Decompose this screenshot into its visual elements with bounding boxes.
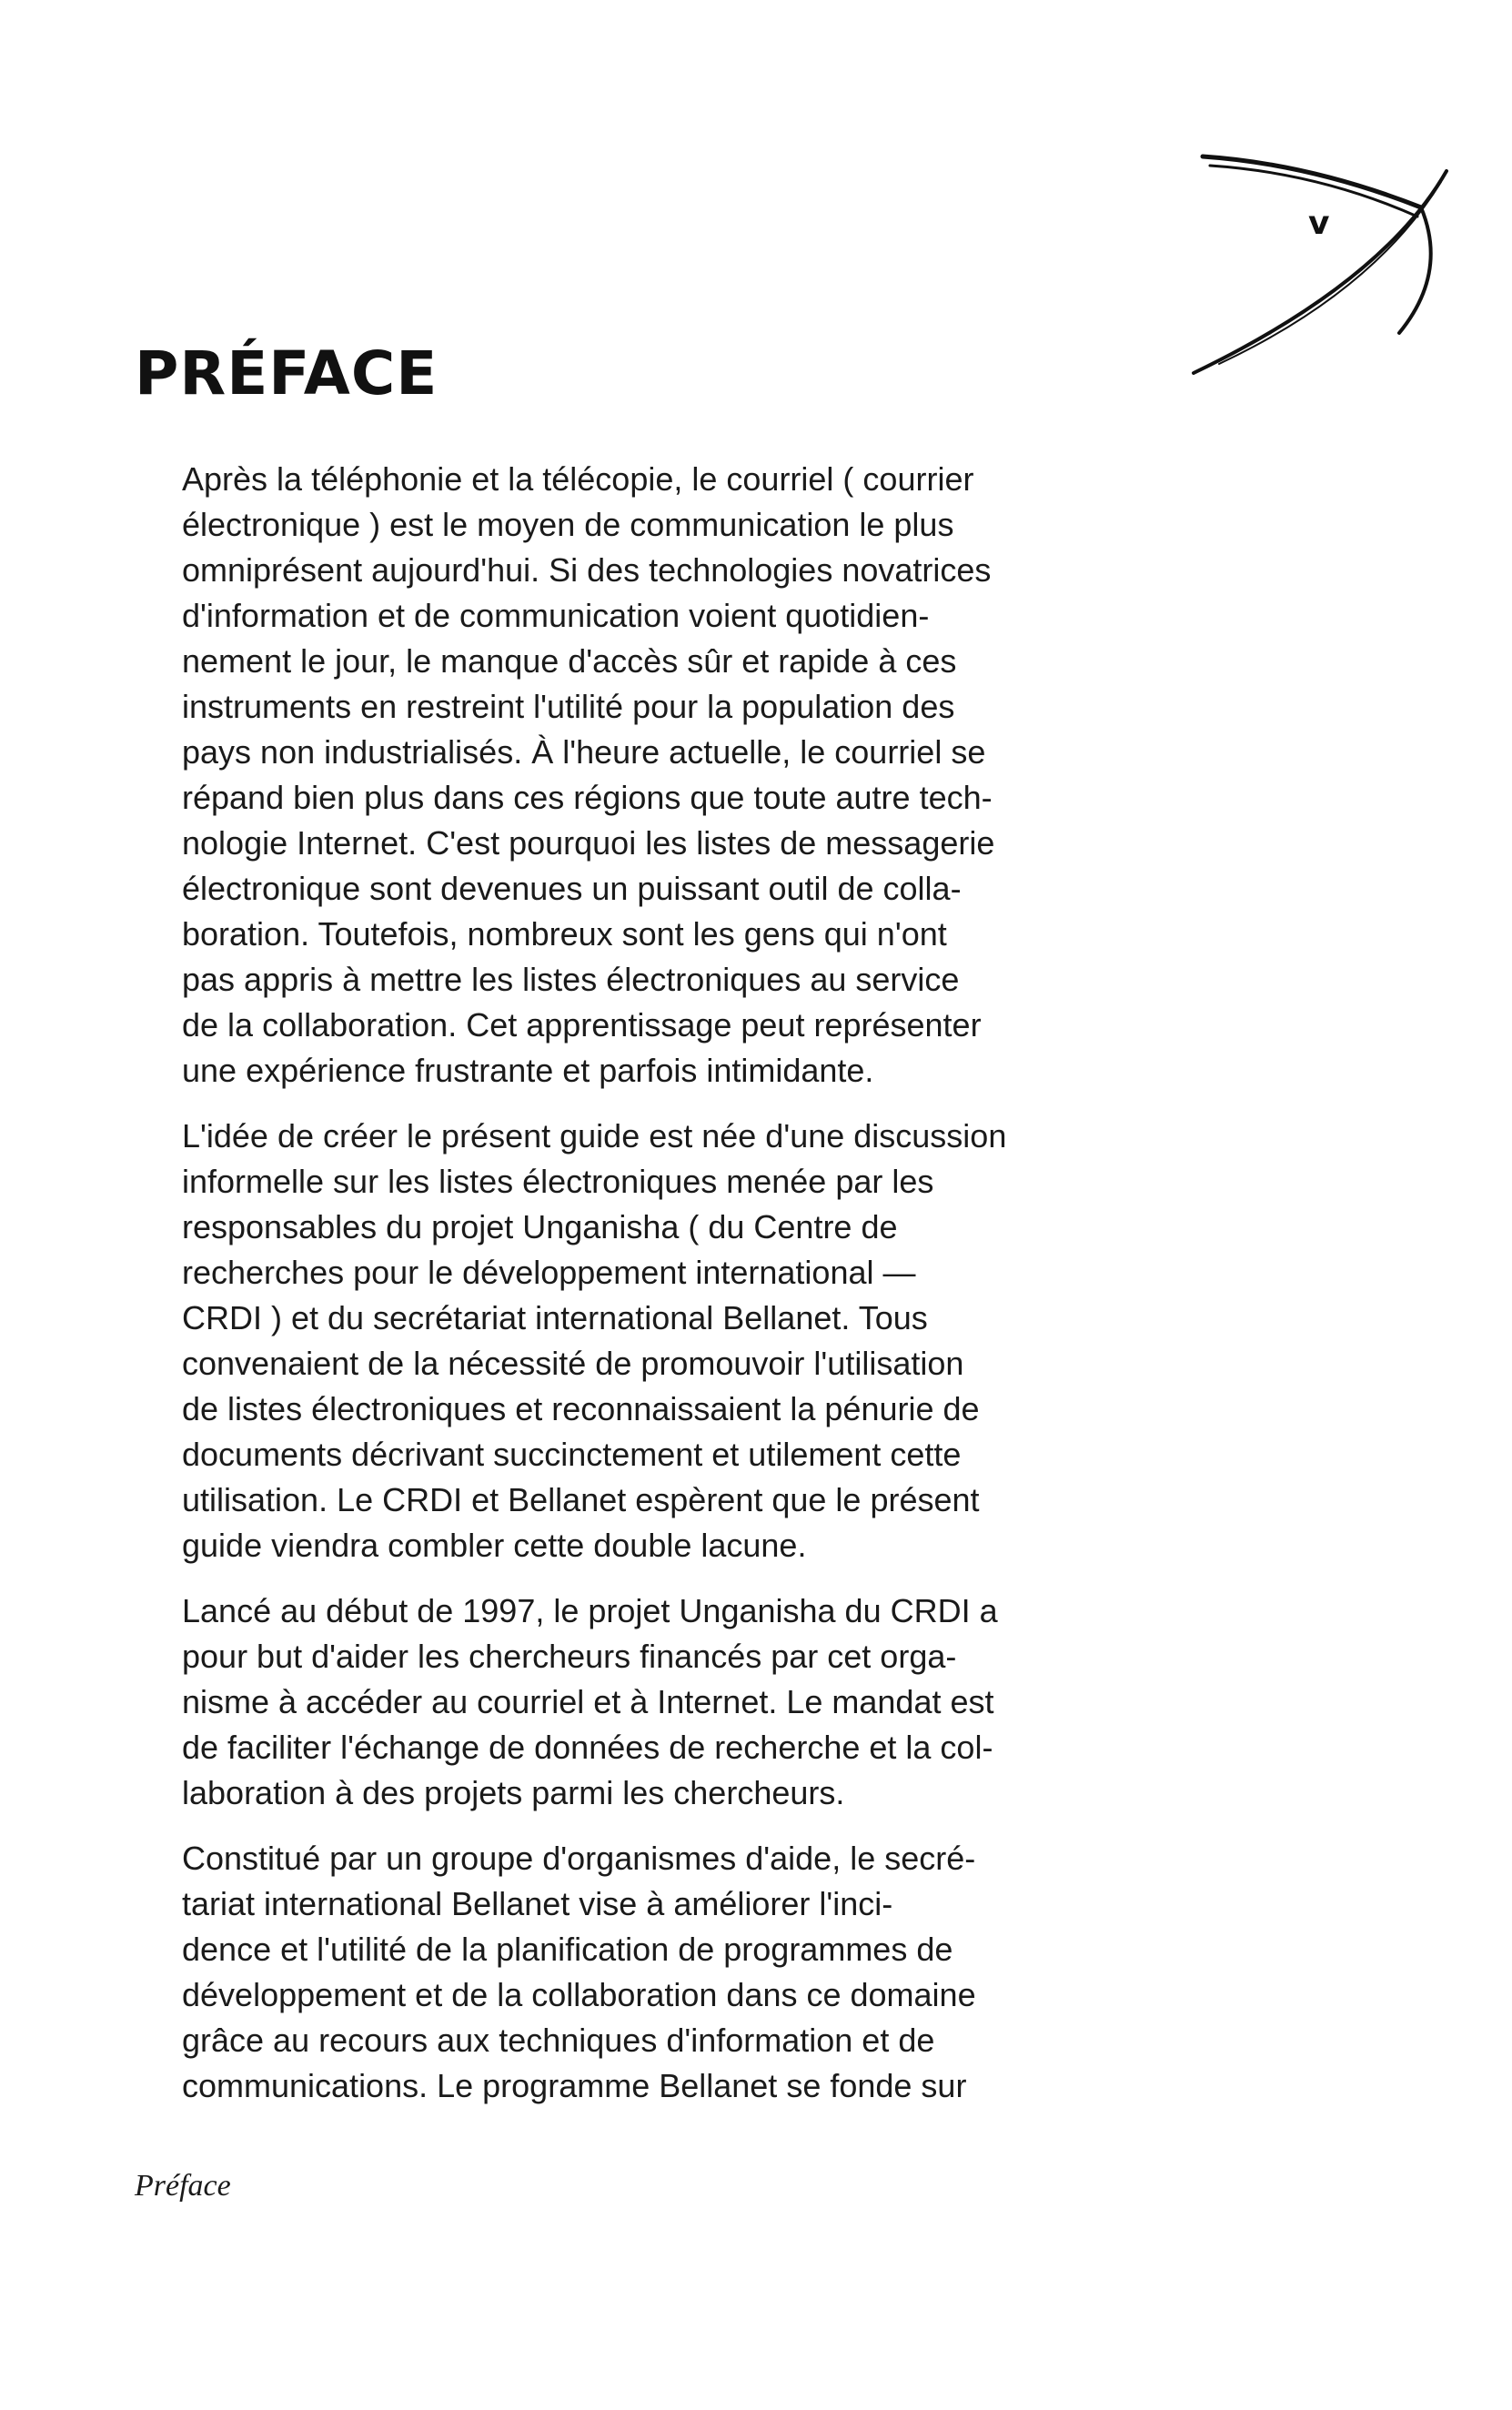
running-footer: Préface bbox=[135, 2169, 231, 2203]
text-line: électronique sont devenues un puissant outil de colla- bbox=[182, 870, 962, 907]
text-line: pour but d'aider les chercheurs financés par cet orga- bbox=[182, 1638, 957, 1675]
text-line: instruments en restreint l'utilité pour la population des bbox=[182, 688, 955, 725]
text-line: de listes électroniques et reconnaissaient la pénurie de bbox=[182, 1390, 980, 1427]
text-line: boration. Toutefois, nombreux sont les gens qui n'ont bbox=[182, 915, 947, 953]
text-line: développement et de la collaboration dans ce domaine bbox=[182, 1976, 976, 2013]
page-number: v bbox=[1308, 205, 1330, 242]
text-line: Constitué par un groupe d'organismes d'aide, le secré- bbox=[182, 1840, 976, 1877]
text-line: informelle sur les listes électroniques menée par les bbox=[182, 1163, 934, 1200]
text-line: électronique ) est le moyen de communication le plus bbox=[182, 506, 954, 543]
text-line: Après la téléphonie et la télécopie, le courriel ( courrier bbox=[182, 460, 974, 498]
corner-swoosh-graphic bbox=[1183, 146, 1456, 391]
text-line: de faciliter l'échange de données de recherche et la col- bbox=[182, 1729, 993, 1766]
text-line: recherches pour le développement international — bbox=[182, 1254, 916, 1291]
text-line: communications. Le programme Bellanet se fonde sur bbox=[182, 2067, 967, 2104]
text-line: répand bien plus dans ces régions que toute autre tech- bbox=[182, 779, 993, 816]
text-line: dence et l'utilité de la planification de programmes de bbox=[182, 1931, 953, 1968]
text-line: une expérience frustrante et parfois intimidante. bbox=[182, 1052, 874, 1089]
text-line: responsables du projet Unganisha ( du Centre de bbox=[182, 1208, 898, 1245]
text-line: d'information et de communication voient quotidien- bbox=[182, 597, 930, 634]
text-line: L'idée de créer le présent guide est née d'une discussion bbox=[182, 1117, 1007, 1155]
text-line: grâce au recours aux techniques d'information et de bbox=[182, 2022, 935, 2059]
paragraph bbox=[182, 1114, 1101, 1568]
text-line: nologie Internet. C'est pourquoi les listes de messagerie bbox=[182, 824, 995, 862]
text-line: omniprésent aujourd'hui. Si des technologies novatrices bbox=[182, 551, 992, 589]
paragraph bbox=[182, 1588, 1101, 1816]
text-line: utilisation. Le CRDI et Bellanet espèrent que le présent bbox=[182, 1481, 980, 1518]
text-line: tariat international Bellanet vise à améliorer l'inci- bbox=[182, 1885, 893, 1922]
text-line: documents décrivant succinctement et utilement cette bbox=[182, 1436, 962, 1473]
text-line: CRDI ) et du secrétariat international Bellanet. Tous bbox=[182, 1299, 928, 1336]
text-line: convenaient de la nécessité de promouvoir l'utilisation bbox=[182, 1345, 964, 1382]
text-line: Lancé au début de 1997, le projet Unganisha du CRDI a bbox=[182, 1592, 998, 1629]
page-title: PRÉFACE bbox=[135, 338, 438, 408]
body-text bbox=[182, 457, 1101, 2129]
text-line: nement le jour, le manque d'accès sûr et rapide à ces bbox=[182, 642, 957, 680]
text-line: pays non industrialisés. À l'heure actuelle, le courriel se bbox=[182, 733, 986, 771]
text-line: de la collaboration. Cet apprentissage peut représenter bbox=[182, 1006, 982, 1044]
text-line: laboration à des projets parmi les chercheurs. bbox=[182, 1774, 845, 1811]
paragraph bbox=[182, 457, 1101, 1094]
paragraph bbox=[182, 1836, 1101, 2109]
text-line: guide viendra combler cette double lacune. bbox=[182, 1527, 807, 1564]
text-line: pas appris à mettre les listes électroniques au service bbox=[182, 961, 960, 998]
text-line: nisme à accéder au courriel et à Internet. Le mandat est bbox=[182, 1683, 994, 1720]
